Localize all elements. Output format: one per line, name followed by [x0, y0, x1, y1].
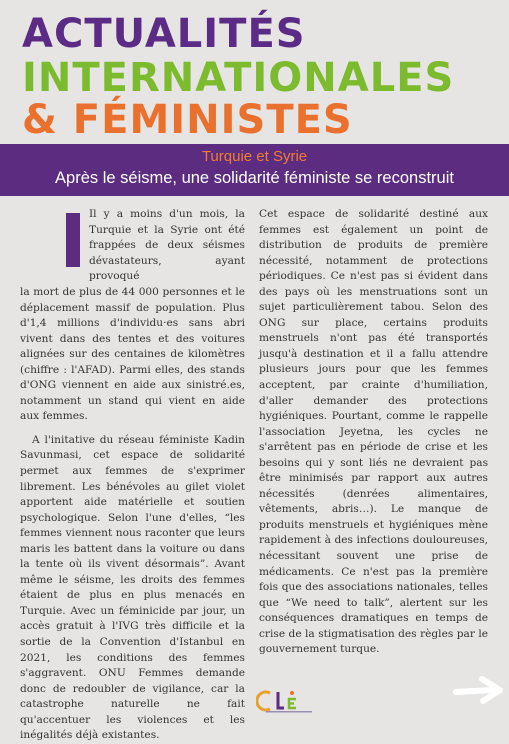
lead-paragraph-rest: la mort de plus de 44 000 personnes et le déplacement massif de population. Plus d'1,4 millions d'individu·es sans abri vivent dans des tentes et des voitures alignées sur des centaines de kilomètres (chiffre : l'AFAD). Parmi elles, des stands d'ONG viennent en aide aux sinistré.es, notamment un stand qui vient en aide aux femmes.	[20, 286, 245, 423]
cle-logo-icon	[256, 687, 320, 715]
article-subtitle: Turquie et Syrie	[201, 148, 308, 165]
header-line-internationales: INTERNATIONALES	[22, 55, 455, 101]
next-arrow-icon[interactable]	[452, 672, 508, 708]
drop-cap-bar	[66, 213, 80, 267]
header-line-actualites: ACTUALITÉS	[22, 11, 306, 57]
right-column: Cet espace de solidarité destiné aux femmes est également un point de distribution de produits de première nécessité, notamment de protections périodiques. Ce n'est pas si évident dans des pays où les menstruations sont un sujet particulièrement tabou. Selon des ONG sur place, certains produits menstruels n'ont pas été transportés jusqu'à destination et il a fallu attendre plusieurs jours pour que les femmes acceptent, par crainte d'humiliation, d'aller demander des protections hygiéniques. Pourtant, comme le rappelle l'association Jeyetna, les cycles ne s'arrêtent pas en période de crise et les besoins qui y sont liés ne devraient pas être minimisés par rapport aux autres nécessités (denrées alimentaires, vêtements, abris…). Le manque de produits menstruels et hygiéniques mène rapidement à des infections douloureuses, nécessitant souvent une prise de médicaments. Ce n'est pas la première fois que des associations nationales, telles que “We need to talk”, alertent sur les conséquences dramatiques en temps de crise de la stigmatisation des règles par le gouvernement turque.	[259, 208, 488, 656]
paragraph-two: A l'initative du réseau féministe Kadin Savunmasi, cet espace de solidarité permet aux femmes de s'exprimer librement. Les bénévoles au gilet violet apportent aide matérielle et soutien psychologique. Selon l'une d'elles, “les femmes viennent nous raconter que leurs maris les battent dans la voiture ou dans la tente où ils vivent désormais”. Avant même le séisme, les droits des femmes étaient de plus en plus menacés en Turquie. Avec un féminicide par jour, un accès gratuit à l'IVG très difficile et la sortie de la Convention d'Istanbul en 2021, les conditions des femmes s'aggravent. ONU Femmes demande donc de redoubler de vigilance, car la catastrophe naturelle ne fait qu'accentuer les violences et les inégalités déjà existantes.	[20, 433, 245, 742]
lead-paragraph-wrap: Il y a moins d'un mois, la Turquie et la Syrie ont été frappées de deux séismes dévastateurs, ayant provoqué	[89, 208, 245, 283]
article-title: Après le séisme, une solidarité féministe se reconstruit	[55, 169, 454, 187]
left-column	[20, 285, 245, 744]
header-line-feministes: & FÉMINISTES	[22, 97, 353, 143]
article-banner	[0, 144, 509, 196]
